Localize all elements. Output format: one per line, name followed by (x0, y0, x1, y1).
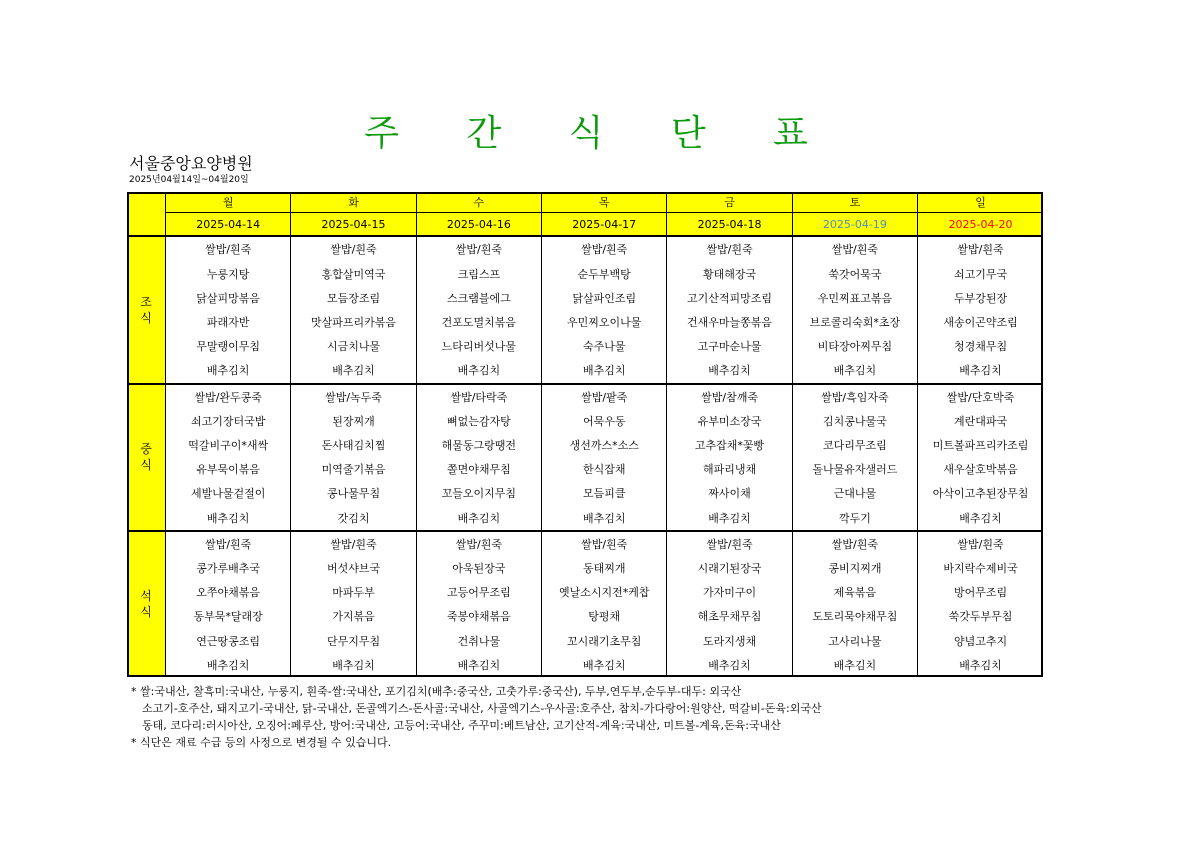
menu-item: 콩가루배추국 (166, 556, 291, 580)
menu-item: 배추김치 (166, 505, 291, 530)
menu-item: 브로콜리숙회*초장 (792, 310, 917, 334)
menu-item: 아삭이고추된장무침 (918, 481, 1043, 505)
menu-item: 모듬장조림 (291, 286, 416, 310)
breakfast-row (127, 310, 1043, 334)
menu-item: 배추김치 (416, 505, 541, 530)
breakfast-row (127, 236, 1043, 261)
lunch-row (127, 409, 1043, 433)
menu-item: 쌀밥/참깨죽 (667, 384, 792, 409)
note-line: 소고기-호주산, 돼지고기-국내산, 닭-국내산, 돈골엑기스-돈사골:국내산, 사골엑기스-우사골:호주산, 참치-가다랑어:원양산, 떡갈비-돈육:외국산 (142, 702, 822, 715)
menu-item: 배추김치 (918, 358, 1043, 383)
lunch-label: 중 식 (127, 384, 166, 531)
breakfast-row (127, 286, 1043, 310)
menu-item: 가자미구이 (667, 580, 792, 604)
corner-cell (127, 192, 166, 236)
menu-item: 쌀밥/흰죽 (667, 531, 792, 556)
menu-item: 쑥갓두부무침 (918, 604, 1043, 628)
lunch-row (127, 505, 1043, 530)
dinner-label: 석 식 (127, 531, 166, 677)
date-wed: 2025-04-16 (416, 213, 541, 237)
menu-period: 2025년04월14일~04월20일 (129, 175, 249, 185)
menu-item: 깍두기 (792, 505, 917, 530)
menu-item: 쌀밥/흰죽 (291, 531, 416, 556)
menu-item: 연근땅콩조림 (166, 628, 291, 652)
date-sat: 2025-04-19 (792, 213, 917, 237)
hospital-name: 서울중앙요양병원 (129, 154, 253, 173)
menu-item: 비타장아찌무침 (792, 334, 917, 358)
menu-item: 시래기된장국 (667, 556, 792, 580)
menu-item: 쌀밥/흰죽 (542, 236, 667, 261)
breakfast-row (127, 262, 1043, 286)
menu-item: 쌀밥/흰죽 (166, 236, 291, 261)
note-line: * 식단은 재료 수급 등의 사정으로 변경될 수 있습니다. (131, 736, 392, 749)
menu-item: 해파리냉채 (667, 457, 792, 481)
date-tue: 2025-04-15 (291, 213, 416, 237)
menu-item: 시금치나물 (291, 334, 416, 358)
menu-item: 한식잡채 (542, 457, 667, 481)
menu-item: 마파두부 (291, 580, 416, 604)
day-sun: 일 (918, 192, 1043, 213)
menu-item: 옛날소시지전*케찹 (542, 580, 667, 604)
menu-item: 콩비지찌개 (792, 556, 917, 580)
menu-item: 황태해장국 (667, 262, 792, 286)
menu-item: 콩나물무침 (291, 481, 416, 505)
menu-item: 누룽지탕 (166, 262, 291, 286)
day-header-row (127, 192, 1043, 213)
dinner-row (127, 556, 1043, 580)
menu-item: 스크램블에그 (416, 286, 541, 310)
menu-item: 배추김치 (542, 358, 667, 383)
menu-item: 파래자반 (166, 310, 291, 334)
menu-item: 두부강된장 (918, 286, 1043, 310)
menu-item: 꼬들오이지무침 (416, 481, 541, 505)
menu-item: 배추김치 (166, 358, 291, 383)
menu-item: 배추김치 (542, 505, 667, 530)
menu-item: 건새우마늘쫑볶음 (667, 310, 792, 334)
menu-item: 쌀밥/녹두죽 (291, 384, 416, 409)
menu-item: 뼈없는감자탕 (416, 409, 541, 433)
menu-item: 무말랭이무침 (166, 334, 291, 358)
menu-item: 쌀밥/팥죽 (542, 384, 667, 409)
menu-item: 생선까스*소스 (542, 433, 667, 457)
menu-item: 우민찌오이나물 (542, 310, 667, 334)
menu-item: 모듬피클 (542, 481, 667, 505)
breakfast-row (127, 334, 1043, 358)
menu-item: 도라지생채 (667, 628, 792, 652)
menu-item: 코다리무조림 (792, 433, 917, 457)
menu-item: 미트볼파프리카조림 (918, 433, 1043, 457)
menu-item: 떡갈비구이*새싹 (166, 433, 291, 457)
menu-item: 배추김치 (416, 358, 541, 383)
menu-item: 도토리묵야채무침 (792, 604, 917, 628)
lunch-row (127, 457, 1043, 481)
menu-item: 김치콩나물국 (792, 409, 917, 433)
menu-item: 버섯샤브국 (291, 556, 416, 580)
menu-item: 청경채무침 (918, 334, 1043, 358)
day-fri: 금 (667, 192, 792, 213)
menu-item: 쑥갓어묵국 (792, 262, 917, 286)
menu-item: 쌀밥/흰죽 (918, 531, 1043, 556)
note-line: 동태, 코다리:러시아산, 오징어:페루산, 방어:국내산, 고등어:국내산, 주꾸미:베트남산, 고기산적-계육:국내산, 미트볼-계육,돈육:국내산 (142, 719, 781, 732)
menu-item: 배추김치 (291, 358, 416, 383)
menu-item: 쌀밥/흰죽 (542, 531, 667, 556)
menu-item: 쌀밥/단호박죽 (918, 384, 1043, 409)
menu-item: 배추김치 (667, 505, 792, 530)
menu-item: 배추김치 (542, 653, 667, 677)
menu-item: 배추김치 (667, 358, 792, 383)
menu-item: 고구마순나물 (667, 334, 792, 358)
menu-item: 동태찌개 (542, 556, 667, 580)
date-sun: 2025-04-20 (918, 213, 1043, 237)
menu-item: 쌀밥/흰죽 (416, 531, 541, 556)
menu-item: 쫄면야채무침 (416, 457, 541, 481)
breakfast-row (127, 358, 1043, 383)
menu-item: 쌀밥/흰죽 (792, 531, 917, 556)
menu-item: 고사리나물 (792, 628, 917, 652)
dinner-row (127, 580, 1043, 604)
menu-item: 쌀밥/흰죽 (291, 236, 416, 261)
menu-item: 돈사태김치찜 (291, 433, 416, 457)
menu-item: 오쭈야채볶음 (166, 580, 291, 604)
menu-item: 배추김치 (792, 653, 917, 677)
menu-item: 쌀밥/흑임자죽 (792, 384, 917, 409)
weekly-menu-table (127, 192, 1043, 677)
menu-item: 쌀밥/흰죽 (792, 236, 917, 261)
menu-item: 탕평채 (542, 604, 667, 628)
day-sat: 토 (792, 192, 917, 213)
menu-item: 배추김치 (918, 653, 1043, 677)
menu-item: 근대나물 (792, 481, 917, 505)
breakfast-label: 조 식 (127, 236, 166, 383)
menu-item: 쌀밥/완두콩죽 (166, 384, 291, 409)
menu-item: 배추김치 (291, 653, 416, 677)
menu-item: 쌀밥/흰죽 (918, 236, 1043, 261)
menu-item: 방어무조림 (918, 580, 1043, 604)
lunch-row (127, 384, 1043, 409)
menu-item: 가지볶음 (291, 604, 416, 628)
menu-item: 쌀밥/흰죽 (667, 236, 792, 261)
menu-item: 유부묵이볶음 (166, 457, 291, 481)
menu-item: 미역줄기볶음 (291, 457, 416, 481)
notes (131, 683, 822, 751)
menu-item: 새우살호박볶음 (918, 457, 1043, 481)
date-fri: 2025-04-18 (667, 213, 792, 237)
menu-item: 어묵우동 (542, 409, 667, 433)
menu-item: 제육볶음 (792, 580, 917, 604)
menu-item: 쌀밥/타락죽 (416, 384, 541, 409)
menu-item: 닭살피망볶음 (166, 286, 291, 310)
dinner-row (127, 531, 1043, 556)
menu-item: 단무지무침 (291, 628, 416, 652)
page-title: 주 간 식 단 표 (364, 113, 836, 154)
menu-item: 배추김치 (667, 653, 792, 677)
menu-item: 유부미소장국 (667, 409, 792, 433)
menu-item: 배추김치 (792, 358, 917, 383)
menu-item: 양념고추지 (918, 628, 1043, 652)
menu-item: 해초무채무침 (667, 604, 792, 628)
date-thu: 2025-04-17 (542, 213, 667, 237)
menu-item: 건포도멸치볶음 (416, 310, 541, 334)
day-wed: 수 (416, 192, 541, 213)
menu-item: 배추김치 (166, 653, 291, 677)
menu-item: 고등어무조림 (416, 580, 541, 604)
day-tue: 화 (291, 192, 416, 213)
menu-item: 느타리버섯나물 (416, 334, 541, 358)
menu-item: 죽봉야채볶음 (416, 604, 541, 628)
menu-item: 쇠고기장터국밥 (166, 409, 291, 433)
menu-item: 닭살파인조림 (542, 286, 667, 310)
menu-item: 세발나물겉절이 (166, 481, 291, 505)
menu-item: 홍합살미역국 (291, 262, 416, 286)
menu-item: 배추김치 (918, 505, 1043, 530)
menu-item: 순두부백탕 (542, 262, 667, 286)
day-mon: 월 (166, 192, 291, 213)
lunch-row (127, 481, 1043, 505)
date-header-row (127, 213, 1043, 237)
menu-item: 우민찌표고볶음 (792, 286, 917, 310)
dinner-row (127, 628, 1043, 652)
menu-item: 고추잡채*꽃빵 (667, 433, 792, 457)
date-mon: 2025-04-14 (166, 213, 291, 237)
lunch-row (127, 433, 1043, 457)
menu-item: 꼬시래기초무침 (542, 628, 667, 652)
day-thu: 목 (542, 192, 667, 213)
menu-item: 해물동그랑땡전 (416, 433, 541, 457)
menu-item: 돌나물유자샐러드 (792, 457, 917, 481)
menu-item: 아욱된장국 (416, 556, 541, 580)
menu-item: 쌀밥/흰죽 (416, 236, 541, 261)
menu-item: 건취나물 (416, 628, 541, 652)
menu-item: 바지락수제비국 (918, 556, 1043, 580)
menu-item: 맛살파프리카볶음 (291, 310, 416, 334)
menu-item: 고기산적피망조림 (667, 286, 792, 310)
menu-item: 짜사이채 (667, 481, 792, 505)
menu-item: 쌀밥/흰죽 (166, 531, 291, 556)
menu-item: 배추김치 (416, 653, 541, 677)
menu-item: 된장찌개 (291, 409, 416, 433)
menu-item: 숙주나물 (542, 334, 667, 358)
menu-item: 새송이곤약조림 (918, 310, 1043, 334)
menu-item: 크림스프 (416, 262, 541, 286)
menu-item: 갓김치 (291, 505, 416, 530)
dinner-row (127, 604, 1043, 628)
note-line: * 쌀:국내산, 찰흑미:국내산, 누룽지, 흰죽-쌀:국내산, 포기김치(배추:중국산, 고춧가루:중국산), 두부,연두부,순두부-대두: 외국산 (131, 685, 742, 698)
menu-item: 쇠고기무국 (918, 262, 1043, 286)
menu-item: 동부묵*달래장 (166, 604, 291, 628)
dinner-row (127, 653, 1043, 677)
menu-item: 계란대파국 (918, 409, 1043, 433)
